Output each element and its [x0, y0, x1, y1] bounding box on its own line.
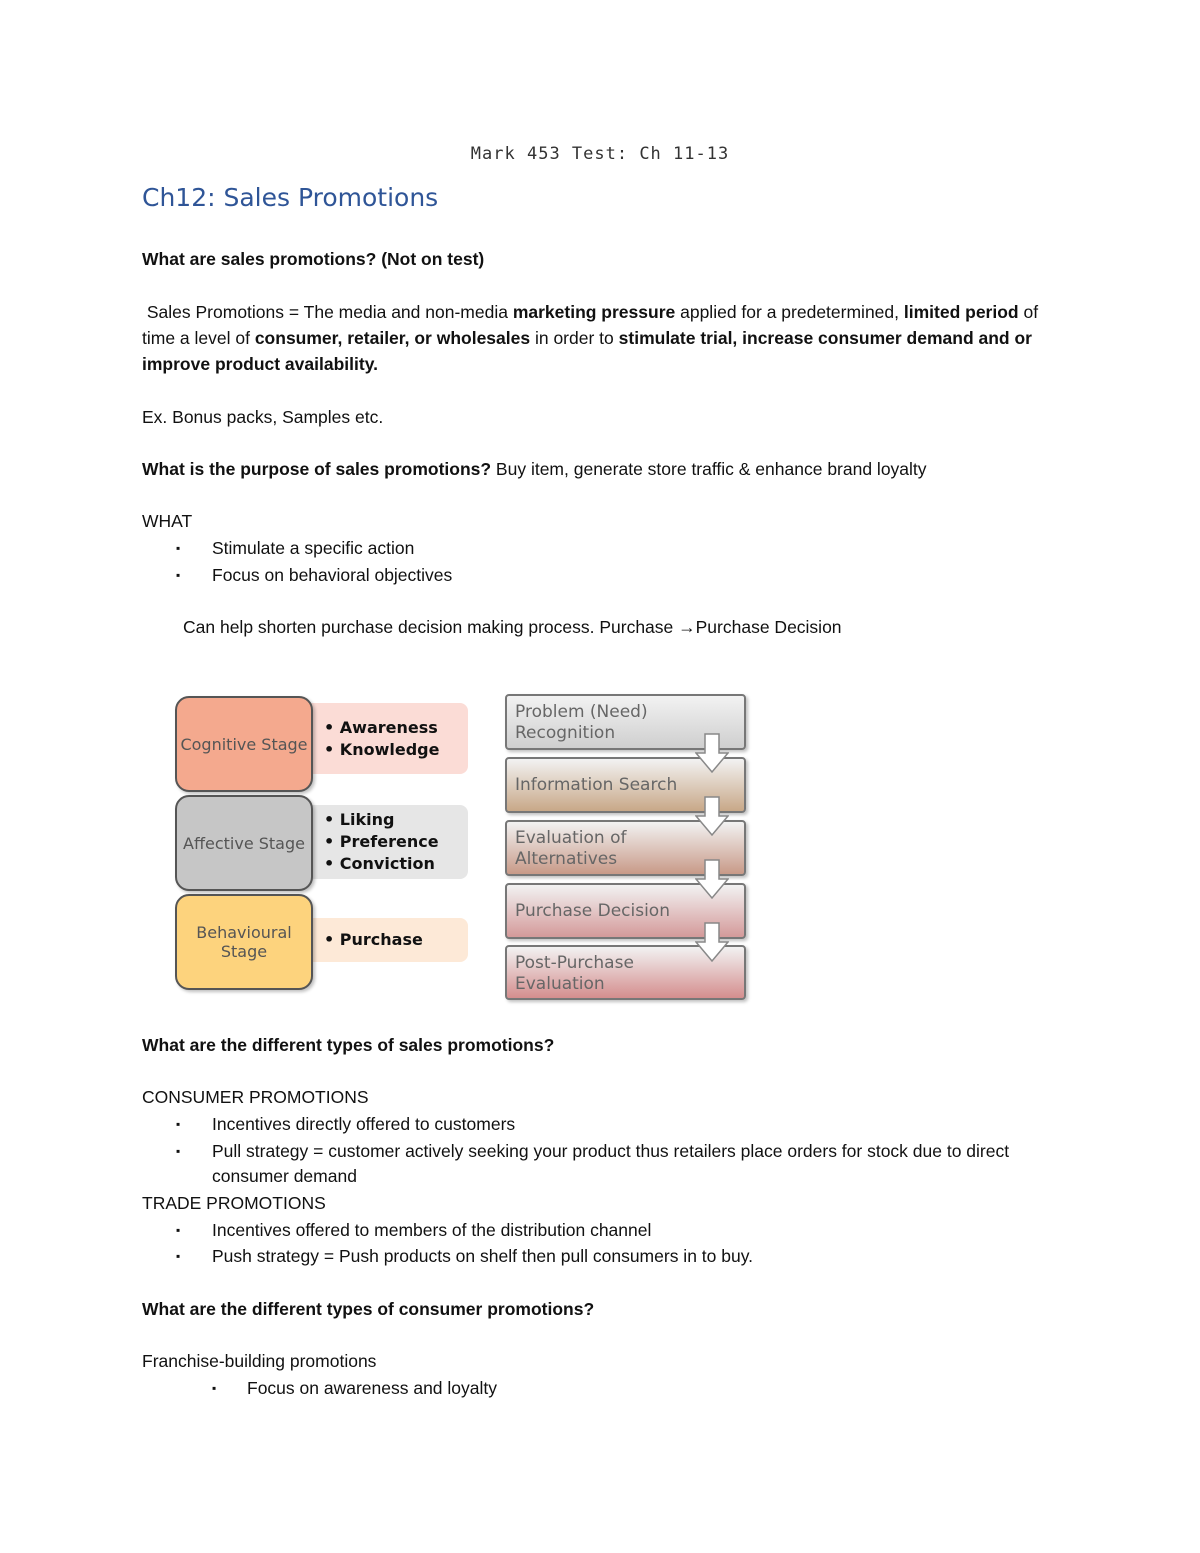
definition-paragraph [142, 299, 1067, 377]
def-s1: Sales Promotions = The media and non-media [146, 302, 513, 322]
square-bullet-icon: ▪ [176, 1117, 181, 1131]
consumer-item-1: Incentives directly offered to customers [212, 1114, 516, 1134]
stage-box-behavioural: Behavioural Stage [175, 894, 313, 990]
square-bullet-icon: ▪ [176, 1223, 181, 1237]
square-bullet-icon: ▪ [176, 1249, 181, 1263]
stage-item: • Conviction [324, 853, 468, 875]
purpose-question: What is the purpose of sales promotions? [142, 459, 492, 479]
process-step-label: Information Search [515, 775, 678, 795]
def-s5: of time a level of [142, 302, 1039, 348]
trade-item-2: Push strategy = Push products on shelf then pull consumers in to buy. [212, 1246, 754, 1266]
page-header: Mark 453 Test: Ch 11-13 [470, 144, 730, 164]
section-heading: Ch12: Sales Promotions [142, 183, 439, 212]
def-s3: applied for a predetermined, [675, 302, 904, 322]
trade-label: TRADE PROMOTIONS [142, 1193, 326, 1213]
stage-item: • Purchase [324, 929, 468, 951]
process-step-label: Evaluation of Alternatives [515, 828, 627, 869]
down-arrow-icon [695, 733, 729, 773]
what-label: WHAT [142, 511, 193, 531]
process-step-label: Problem (Need) Recognition [515, 702, 648, 743]
down-arrow-icon [695, 922, 729, 962]
down-arrow-icon [695, 859, 729, 899]
what-item-2: Focus on behavioral objectives [212, 565, 453, 585]
consumer-label: CONSUMER PROMOTIONS [142, 1087, 369, 1107]
stage-item: • Knowledge [324, 739, 468, 761]
purpose-answer: Buy item, generate store traffic & enhance brand loyalty [491, 459, 927, 479]
stage-box-cognitive: Cognitive Stage [175, 696, 313, 792]
question-consumer-types: What are the different types of consumer promotions? [142, 1299, 595, 1319]
down-arrow-icon [695, 796, 729, 836]
def-s7: in order to [530, 328, 619, 348]
stage-item: • Awareness [324, 717, 468, 739]
stage-list-affective [304, 805, 468, 879]
purpose-line [142, 457, 927, 481]
franchise-item-1: Focus on awareness and loyalty [247, 1378, 497, 1398]
def-s4: limited period [903, 302, 1019, 322]
square-bullet-icon: ▪ [212, 1381, 217, 1395]
square-bullet-icon: ▪ [176, 568, 181, 582]
process-step-label: Post-Purchase Evaluation [515, 953, 634, 994]
franchise-label: Franchise-building promotions [142, 1351, 377, 1371]
stage-list-cognitive [304, 703, 468, 774]
what-item-1: Stimulate a specific action [212, 538, 415, 558]
def-s6: consumer, retailer, or wholesales [254, 328, 531, 348]
square-bullet-icon: ▪ [176, 541, 181, 555]
example-line: Ex. Bonus packs, Samples etc. [142, 407, 384, 427]
square-bullet-icon: ▪ [176, 1144, 181, 1158]
stage-box-affective: Affective Stage [175, 795, 313, 891]
stage-item: • Liking [324, 809, 468, 831]
question-what-are: What are sales promotions? (Not on test) [142, 249, 485, 269]
process-step-label: Purchase Decision [515, 901, 670, 921]
shorten-line: Can help shorten purchase decision making process. Purchase →Purchase Decision [183, 617, 842, 637]
stage-list-behavioural [304, 918, 468, 962]
consumer-item-2: Pull strategy = customer actively seeking your product thus retailers place orders for stock due to direct consumer demand [212, 1141, 1010, 1186]
stage-item: • Preference [324, 831, 468, 853]
def-s2: marketing pressure [512, 302, 676, 322]
trade-item-1: Incentives offered to members of the distribution channel [212, 1220, 652, 1240]
def-s8: stimulate trial, increase consumer demand and or improve product availability. [142, 328, 1032, 374]
question-types: What are the different types of sales promotions? [142, 1035, 555, 1055]
